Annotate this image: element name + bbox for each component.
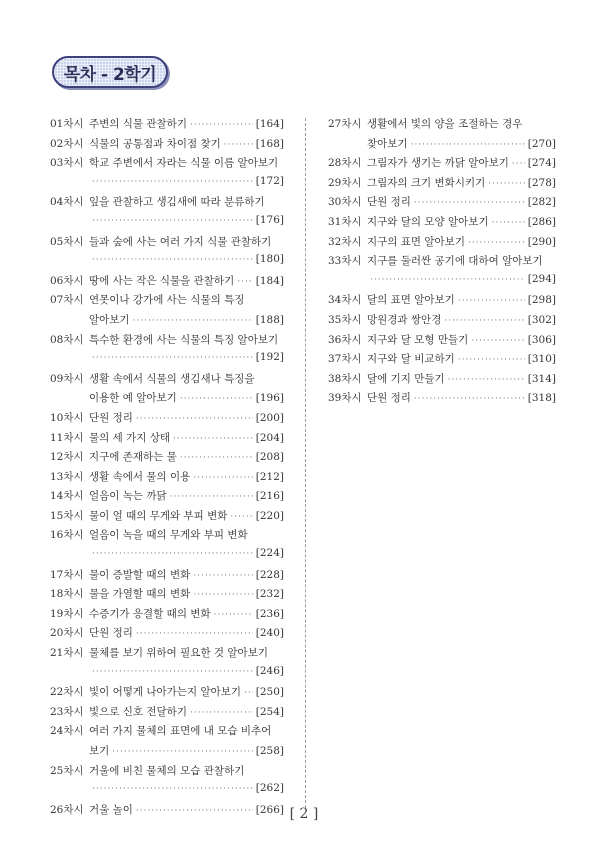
page-ref: [168] [255, 137, 284, 150]
toc-entry [328, 194, 556, 214]
page-ref: [228] [255, 568, 284, 581]
toc-line [50, 488, 284, 508]
lesson-number: 04차시 [50, 196, 84, 209]
page-ref: [282] [527, 196, 556, 209]
lesson-title: 단원 정리 [89, 627, 133, 640]
toc-entry [50, 704, 284, 724]
dot-leader [458, 296, 525, 306]
lesson-number: 07차시 [50, 294, 84, 307]
toc-entry [328, 312, 556, 332]
dot-leader [136, 414, 253, 424]
toc-entry [50, 567, 284, 587]
dot-leader [224, 140, 253, 150]
toc-line [50, 390, 284, 410]
toc-line [50, 743, 284, 763]
lesson-number: 25차시 [50, 764, 84, 777]
page-ref: [274] [527, 157, 556, 170]
lesson-title: 잎을 관찰하고 생김새에 따라 분류하기 [89, 196, 265, 209]
lesson-title: 빛이 어떻게 나아가는지 알아보기 [89, 686, 242, 699]
page-ref: [232] [255, 588, 284, 601]
lesson-title: 빛으로 신호 전달하기 [89, 705, 187, 718]
column-divider [305, 118, 306, 808]
toc-line [50, 332, 284, 352]
lesson-number: 18차시 [50, 588, 84, 601]
dot-leader [414, 198, 525, 208]
page-ref: [294] [527, 272, 556, 285]
lesson-title: 학교 주변에서 자라는 식물 이름 알아보기 [89, 157, 279, 170]
toc-line [328, 136, 556, 156]
page-ref: [200] [255, 411, 284, 424]
lesson-title: 수증기가 응결할 때의 변화 [89, 607, 211, 620]
toc-entry [328, 175, 556, 195]
dot-leader [190, 708, 253, 718]
toc-entry [50, 606, 284, 626]
lesson-number: 28차시 [328, 157, 362, 170]
lesson-number: 01차시 [50, 118, 84, 130]
toc-line [50, 723, 284, 743]
toc-line [328, 234, 556, 254]
lesson-number: 05차시 [50, 235, 84, 248]
page-ref: [266] [255, 803, 284, 816]
toc-line [328, 332, 556, 352]
dot-leader [471, 336, 524, 346]
lesson-title: 그림자가 생기는 까닭 알아보기 [367, 157, 509, 170]
page-number: [ 2 ] [289, 806, 319, 822]
dot-leader [458, 355, 525, 365]
lesson-number: 32차시 [328, 235, 362, 248]
toc-line [50, 782, 284, 802]
toc-line [328, 351, 556, 371]
lesson-title: 연못이나 강가에 사는 식물의 특징 [89, 294, 245, 307]
toc-entry [50, 488, 284, 508]
toc-line [50, 253, 284, 273]
lesson-number: 24차시 [50, 725, 84, 738]
lesson-title: 특수한 환경에 사는 식물의 특징 알아보기 [89, 333, 279, 346]
toc-line [50, 586, 284, 606]
lesson-number: 10차시 [50, 411, 84, 424]
toc-line [50, 312, 284, 332]
lesson-title: 단원 정리 [367, 392, 411, 405]
dot-leader [512, 159, 525, 169]
dot-leader [170, 492, 253, 502]
lesson-number: 39차시 [328, 392, 362, 405]
toc-line [50, 645, 284, 665]
toc-line [50, 527, 284, 547]
dot-leader [133, 316, 253, 326]
page-ref: [290] [527, 235, 556, 248]
page-ref: [184] [255, 274, 284, 287]
dot-leader [92, 784, 253, 794]
lesson-number: 16차시 [50, 529, 84, 542]
toc-entry [328, 214, 556, 234]
page-ref: [262] [255, 782, 284, 795]
toc-line [328, 116, 556, 136]
page-ref: [208] [255, 451, 284, 464]
page-ref: [224] [255, 547, 284, 560]
lesson-title: 보기 [89, 745, 110, 757]
toc-entry [50, 273, 284, 293]
lesson-number: 21차시 [50, 647, 84, 660]
toc-line [328, 273, 556, 293]
page-ref: [314] [527, 372, 556, 385]
toc-line [50, 371, 284, 391]
lesson-title: 물체를 보기 위하여 필요한 것 알아보기 [89, 647, 268, 660]
lesson-title: 얼음이 녹을 때의 무게와 부피 변화 [89, 529, 248, 542]
toc-entry [50, 586, 284, 606]
lesson-title: 지구와 달 비교하기 [367, 353, 455, 366]
dot-leader [214, 610, 253, 620]
page-ref: [180] [255, 253, 284, 266]
lesson-title: 단원 정리 [89, 411, 133, 424]
lesson-number: 19차시 [50, 607, 84, 620]
lesson-number: 27차시 [328, 118, 362, 130]
dot-leader [193, 590, 252, 600]
dot-leader [411, 140, 525, 150]
lesson-title: 그림자의 크기 변화시키기 [367, 176, 486, 189]
toc-entry [50, 684, 284, 704]
lesson-number: 34차시 [328, 294, 362, 307]
toc-entry [328, 253, 556, 292]
page-ref: [220] [255, 509, 284, 522]
page-ref: [250] [255, 686, 284, 699]
lesson-title: 물의 세 가지 상태 [89, 431, 171, 444]
lesson-title: 생활 속에서 식물의 생김새나 특징을 [89, 372, 255, 385]
dot-leader [193, 571, 252, 581]
toc-line [328, 194, 556, 214]
toc-entry [50, 136, 284, 156]
dot-leader [190, 120, 253, 130]
toc-line [50, 625, 284, 645]
lesson-number: 31차시 [328, 215, 362, 228]
page-ref: [240] [255, 627, 284, 640]
page-ref: [176] [255, 213, 284, 226]
toc-entry [50, 194, 284, 233]
page-ref: [192] [255, 351, 284, 364]
page-ref: [216] [255, 490, 284, 503]
lesson-title: 단원 정리 [367, 196, 411, 209]
toc-entry [328, 292, 556, 312]
lesson-number: 14차시 [50, 490, 84, 503]
lesson-number: 13차시 [50, 470, 84, 483]
toc-entry [50, 508, 284, 528]
toc-entry [328, 234, 556, 254]
lesson-title: 이용한 예 알아보기 [89, 392, 177, 405]
toc-line [328, 371, 556, 391]
lesson-number: 20차시 [50, 627, 84, 640]
dot-leader [448, 375, 525, 385]
dot-leader [244, 688, 253, 698]
dot-leader [444, 316, 524, 326]
lesson-title: 거울에 비친 물체의 모습 관찰하기 [89, 764, 245, 777]
page-ref: [236] [255, 607, 284, 620]
toc-entry [50, 234, 284, 273]
toc-line [50, 763, 284, 783]
lesson-number: 15차시 [50, 509, 84, 522]
lesson-number: 06차시 [50, 274, 84, 287]
toc-line [50, 292, 284, 312]
toc-entry [328, 155, 556, 175]
toc-entry [50, 527, 284, 566]
toc-line [50, 469, 284, 489]
page-ref: [172] [255, 174, 284, 187]
lesson-number: 12차시 [50, 451, 84, 464]
dot-leader [92, 177, 253, 187]
dot-leader [237, 277, 253, 287]
toc-line [50, 136, 284, 156]
lesson-title: 달에 기지 만들기 [367, 372, 445, 385]
toc-line [50, 704, 284, 724]
lesson-title: 여러 가지 물체의 표면에 내 모습 비추어 [89, 725, 272, 738]
lesson-title: 물이 증발할 때의 변화 [89, 568, 191, 581]
lesson-number: 38차시 [328, 372, 362, 385]
toc-entry [50, 116, 284, 136]
toc-entry [50, 625, 284, 645]
page-ref: [298] [527, 294, 556, 307]
dot-leader [92, 667, 253, 677]
lesson-number: 11차시 [50, 431, 84, 444]
toc-line [50, 273, 284, 293]
lesson-number: 37차시 [328, 353, 362, 366]
dot-leader [112, 747, 252, 757]
lesson-number: 26차시 [50, 803, 84, 816]
page-ref: [318] [527, 392, 556, 405]
page-ref: [286] [527, 215, 556, 228]
page-ref: [258] [255, 745, 284, 757]
dot-leader [92, 255, 253, 265]
page-ref: [204] [255, 431, 284, 444]
lesson-number: 08차시 [50, 333, 84, 346]
page-ref: [164] [255, 118, 284, 130]
toc-entry [328, 351, 556, 371]
dot-leader [136, 629, 253, 639]
toc-column-left [50, 116, 284, 821]
toc-entry [50, 410, 284, 430]
dot-leader [488, 179, 525, 189]
toc-line [50, 547, 284, 567]
dot-leader [92, 549, 253, 559]
page-ref: [270] [527, 137, 556, 150]
lesson-title: 식물의 공통점과 차이점 찾기 [89, 137, 221, 150]
toc-entry [50, 292, 284, 331]
dot-leader [230, 512, 252, 522]
lesson-title: 지구의 표면 알아보기 [367, 235, 465, 248]
toc-entry [50, 645, 284, 684]
lesson-title: 물이 얼 때의 무게와 부피 변화 [89, 509, 228, 522]
lesson-title: 지구를 둘러싼 공기에 대하여 알아보기 [367, 255, 543, 268]
lesson-number: 23차시 [50, 705, 84, 718]
page-ref: [306] [527, 333, 556, 346]
dot-leader [370, 275, 525, 285]
toc-entry [50, 469, 284, 489]
toc-line [50, 214, 284, 234]
lesson-number: 09차시 [50, 372, 84, 385]
dot-leader [468, 238, 525, 248]
lesson-number: 33차시 [328, 255, 362, 268]
lesson-number: 35차시 [328, 313, 362, 326]
toc-line [50, 449, 284, 469]
page-ref: [196] [255, 392, 284, 405]
dot-leader [193, 473, 252, 483]
toc-line [328, 292, 556, 312]
page-ref: [302] [527, 313, 556, 326]
lesson-title: 찾아보기 [367, 137, 408, 150]
lesson-title: 물을 가열할 때의 변화 [89, 588, 191, 601]
page-ref: [278] [527, 176, 556, 189]
toc-line [50, 116, 284, 136]
lesson-number: 02차시 [50, 137, 84, 150]
toc-line [328, 312, 556, 332]
page-ref: [212] [255, 470, 284, 483]
dot-leader [92, 216, 253, 226]
toc-entry [50, 332, 284, 371]
toc-line [50, 684, 284, 704]
toc-line [328, 175, 556, 195]
lesson-title: 지구와 달 모형 만들기 [367, 333, 469, 346]
lesson-number: 22차시 [50, 686, 84, 699]
dot-leader [414, 394, 525, 404]
lesson-title: 달의 표면 알아보기 [367, 294, 455, 307]
dot-leader [173, 434, 253, 444]
toc-line [50, 508, 284, 528]
lesson-title: 얼음이 녹는 까닭 [89, 490, 167, 503]
toc-entry [328, 390, 556, 410]
dot-leader [180, 453, 253, 463]
page-ref: [246] [255, 664, 284, 677]
lesson-title: 지구와 달의 모양 알아보기 [367, 215, 489, 228]
dot-leader [492, 218, 525, 228]
toc-column-right [328, 116, 556, 410]
toc-entry [50, 763, 284, 802]
toc-line [50, 175, 284, 195]
toc-entry [50, 155, 284, 194]
lesson-title: 들과 숲에 사는 여러 가지 식물 관찰하기 [89, 235, 272, 248]
toc-line [50, 567, 284, 587]
lesson-number: 17차시 [50, 568, 84, 581]
toc-entry [328, 332, 556, 352]
toc-entry [50, 430, 284, 450]
toc-entry [50, 723, 284, 762]
lesson-title: 거울 놀이 [89, 803, 133, 816]
lesson-title: 지구에 존재하는 물 [89, 451, 177, 464]
dot-leader [92, 353, 253, 363]
lesson-number: 30차시 [328, 196, 362, 209]
lesson-title: 생활 속에서 물의 이용 [89, 470, 191, 483]
toc-line [328, 155, 556, 175]
page-ref: [310] [527, 353, 556, 366]
lesson-title: 땅에 사는 작은 식물을 관찰하기 [89, 274, 235, 287]
toc-line [50, 606, 284, 626]
dot-leader [180, 394, 253, 404]
lesson-number: 03차시 [50, 157, 84, 170]
toc-entry [50, 371, 284, 410]
toc-line [50, 351, 284, 371]
lesson-number: 29차시 [328, 176, 362, 189]
toc-line [50, 430, 284, 450]
toc-entry [328, 116, 556, 155]
toc-line [328, 390, 556, 410]
page-ref: [188] [255, 313, 284, 326]
lesson-title: 주변의 식물 관찰하기 [89, 118, 187, 130]
toc-line [50, 410, 284, 430]
toc-line [50, 234, 284, 254]
page-title: 목차 - 2학기 [63, 64, 157, 85]
toc-line [328, 214, 556, 234]
toc-line [328, 253, 556, 273]
lesson-title: 알아보기 [89, 313, 130, 326]
page-ref: [254] [255, 705, 284, 718]
lesson-title: 망원경과 쌍안경 [367, 313, 442, 326]
toc-line [50, 665, 284, 685]
toc-entry [50, 449, 284, 469]
toc-line [50, 155, 284, 175]
toc-entry [328, 371, 556, 391]
lesson-title: 생활에서 빛의 양을 조절하는 경우 [367, 118, 523, 130]
lesson-number: 36차시 [328, 333, 362, 346]
section-title-badge [52, 56, 168, 88]
toc-line [50, 194, 284, 214]
